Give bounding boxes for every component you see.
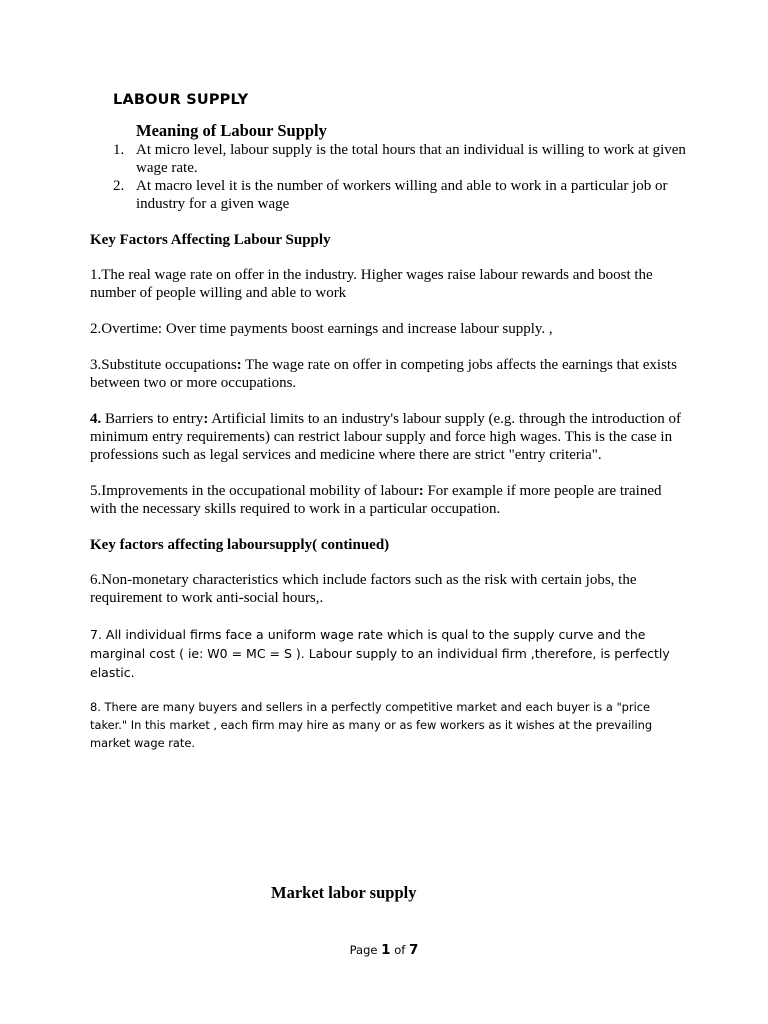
factor-3-colon: : [236, 357, 242, 373]
factor-paragraph-1: 1.The real wage rate on offer in the industry. Higher wages raise labour rewards and boost the number of people willing and able to work [90, 267, 653, 301]
page-footer [0, 942, 768, 958]
factor-5-lead: 5.Improvements in the occupational mobility of labour [90, 483, 419, 499]
factor-5-colon: : [418, 483, 424, 499]
factor-4-number: 4. [90, 411, 102, 427]
list-number: 1. [113, 142, 125, 158]
list-text: At macro level it is the number of workers willing and able to work in a particular job or industry for a given wage [136, 178, 668, 212]
meaning-list-item [113, 141, 693, 177]
factor-3-text: The wage rate on offer in competing jobs affects the earnings that exists between two or more occupations. [90, 357, 677, 391]
total-pages-number: 7 [408, 942, 419, 958]
factor-3-lead: 3.Substitute occupations [90, 357, 237, 373]
key-factors-heading: Key Factors Affecting Labour Supply [90, 232, 331, 248]
meaning-list-item [113, 177, 693, 213]
page-word: Page [349, 943, 382, 957]
factor-paragraph-4 [90, 410, 690, 464]
factor-4-colon: : [203, 411, 209, 427]
factor-5-text: For example if more people are trained with the necessary skills required to work in a particular occupation. [90, 483, 662, 517]
list-text: At micro level, labour supply is the total hours that an individual is willing to work at given wage rate. [136, 142, 686, 176]
list-number: 2. [113, 178, 125, 194]
factor-paragraph-3 [90, 356, 690, 392]
factor-4-lead: Barriers to entry [101, 411, 204, 427]
market-labor-supply-heading: Market labor supply [271, 883, 417, 902]
factor-4-text: Artificial limits to an industry's labour supply (e.g. through the introduction of minimum entry requirements) can restrict labour supply and force high wages. This is the case in professions such as legal services and medicine where there are strict "entry criteria". [90, 411, 681, 463]
current-page-number: 1 [381, 942, 391, 958]
key-factors-continued-heading: Key factors affecting laboursupply( continued) [90, 537, 390, 553]
of-word: of [390, 943, 409, 957]
factor-paragraph-8: 8. There are many buyers and sellers in a perfectly competitive market and each buyer is a "price taker." In this market , each firm may hire as many or as few workers as it wishes at the prevailing market wage rate. [90, 700, 653, 750]
meaning-heading: Meaning of Labour Supply [136, 121, 327, 140]
factor-paragraph-5 [90, 482, 690, 518]
document-title: LABOUR SUPPLY [113, 92, 249, 108]
factor-paragraph-7: 7. All individual firms face a uniform wage rate which is qual to the supply curve and the marginal cost ( ie: W0 = MC = S ). Labour supply to an individual firm ,therefore, is perfectly elastic. [90, 627, 670, 680]
factor-paragraph-2: 2.Overtime: Over time payments boost earnings and increase labour supply. , [90, 321, 553, 337]
factor-paragraph-6: 6.Non-monetary characteristics which include factors such as the risk with certain jobs, the requirement to work anti-social hours,. [90, 572, 637, 606]
